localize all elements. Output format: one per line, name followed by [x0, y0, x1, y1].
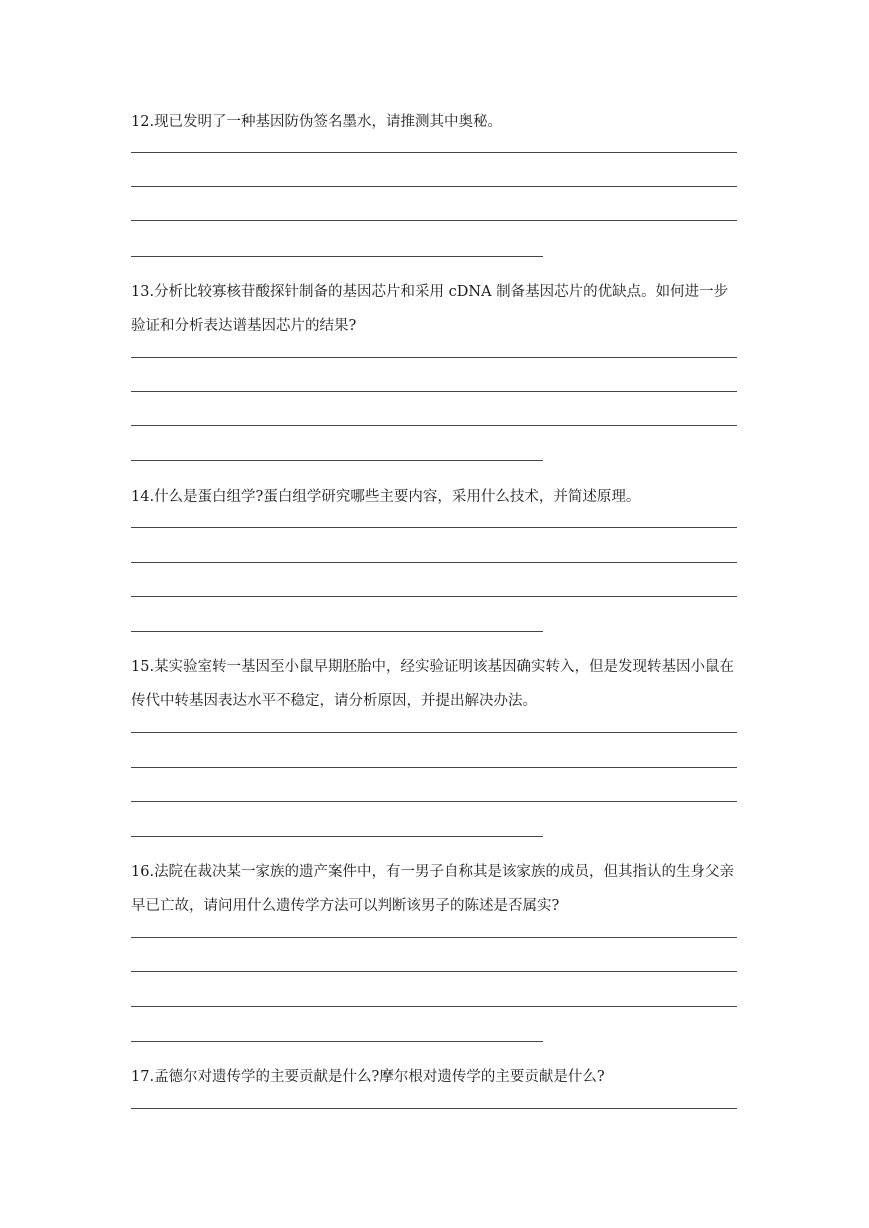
question-text: 什么是蛋白组学?蛋白组学研究哪些主要内容，采用什么技术，并简述原理。 [154, 489, 641, 505]
answer-line[interactable] [131, 971, 737, 972]
answer-line[interactable] [131, 1006, 737, 1007]
question-text: 孟德尔对遗传学的主要贡献是什么?摩尔根对遗传学的主要贡献是什么? [154, 1069, 605, 1085]
answer-line[interactable] [131, 767, 737, 768]
question-number: 15. [131, 659, 155, 675]
answer-line[interactable] [131, 732, 737, 733]
question-16 [131, 855, 737, 923]
worksheet-page [131, 0, 737, 1228]
question-text: 现已发明了一种基因防伪签名墨水，请推测其中奥秘。 [154, 114, 503, 130]
answer-line[interactable] [131, 596, 737, 597]
question-text: 某实验室转一基因至小鼠早期胚胎中，经实验证明该基因确实转入，但是发现转基因小鼠在传代中转基因表达水平不稳定，请分析原因，并提出解决办法。 [131, 659, 735, 709]
question-15 [131, 650, 737, 718]
question-number: 14. [131, 489, 155, 505]
answer-line[interactable] [131, 527, 737, 528]
answer-line[interactable] [131, 152, 737, 153]
answer-line[interactable] [131, 256, 543, 257]
answer-line[interactable] [131, 391, 737, 392]
answer-line[interactable] [131, 562, 737, 563]
answer-line[interactable] [131, 836, 543, 837]
answer-line[interactable] [131, 1108, 737, 1109]
question-text: 分析比较寡核苷酸探针制备的基因芯片和采用 cDNA 制备基因芯片的优缺点。如何进一步验证和分析表达谱基因芯片的结果? [131, 284, 729, 334]
question-17 [131, 1060, 737, 1094]
question-text: 法院在裁决某一家族的遗产案件中，有一男子自称其是该家族的成员，但其指认的生身父亲早已亡故，请问用什么遗传学方法可以判断该男子的陈述是否属实? [131, 864, 735, 914]
answer-line[interactable] [131, 937, 737, 938]
answer-line[interactable] [131, 186, 737, 187]
answer-line[interactable] [131, 220, 737, 221]
question-number: 13. [131, 284, 155, 300]
answer-line[interactable] [131, 631, 543, 632]
answer-line[interactable] [131, 460, 543, 461]
question-number: 12. [131, 114, 155, 130]
question-14 [131, 480, 737, 514]
question-number: 17. [131, 1069, 155, 1085]
answer-line[interactable] [131, 1041, 543, 1042]
answer-line[interactable] [131, 425, 737, 426]
question-number: 16. [131, 864, 155, 880]
answer-line[interactable] [131, 801, 737, 802]
question-13 [131, 275, 737, 343]
answer-line[interactable] [131, 357, 737, 358]
question-12 [131, 105, 737, 139]
